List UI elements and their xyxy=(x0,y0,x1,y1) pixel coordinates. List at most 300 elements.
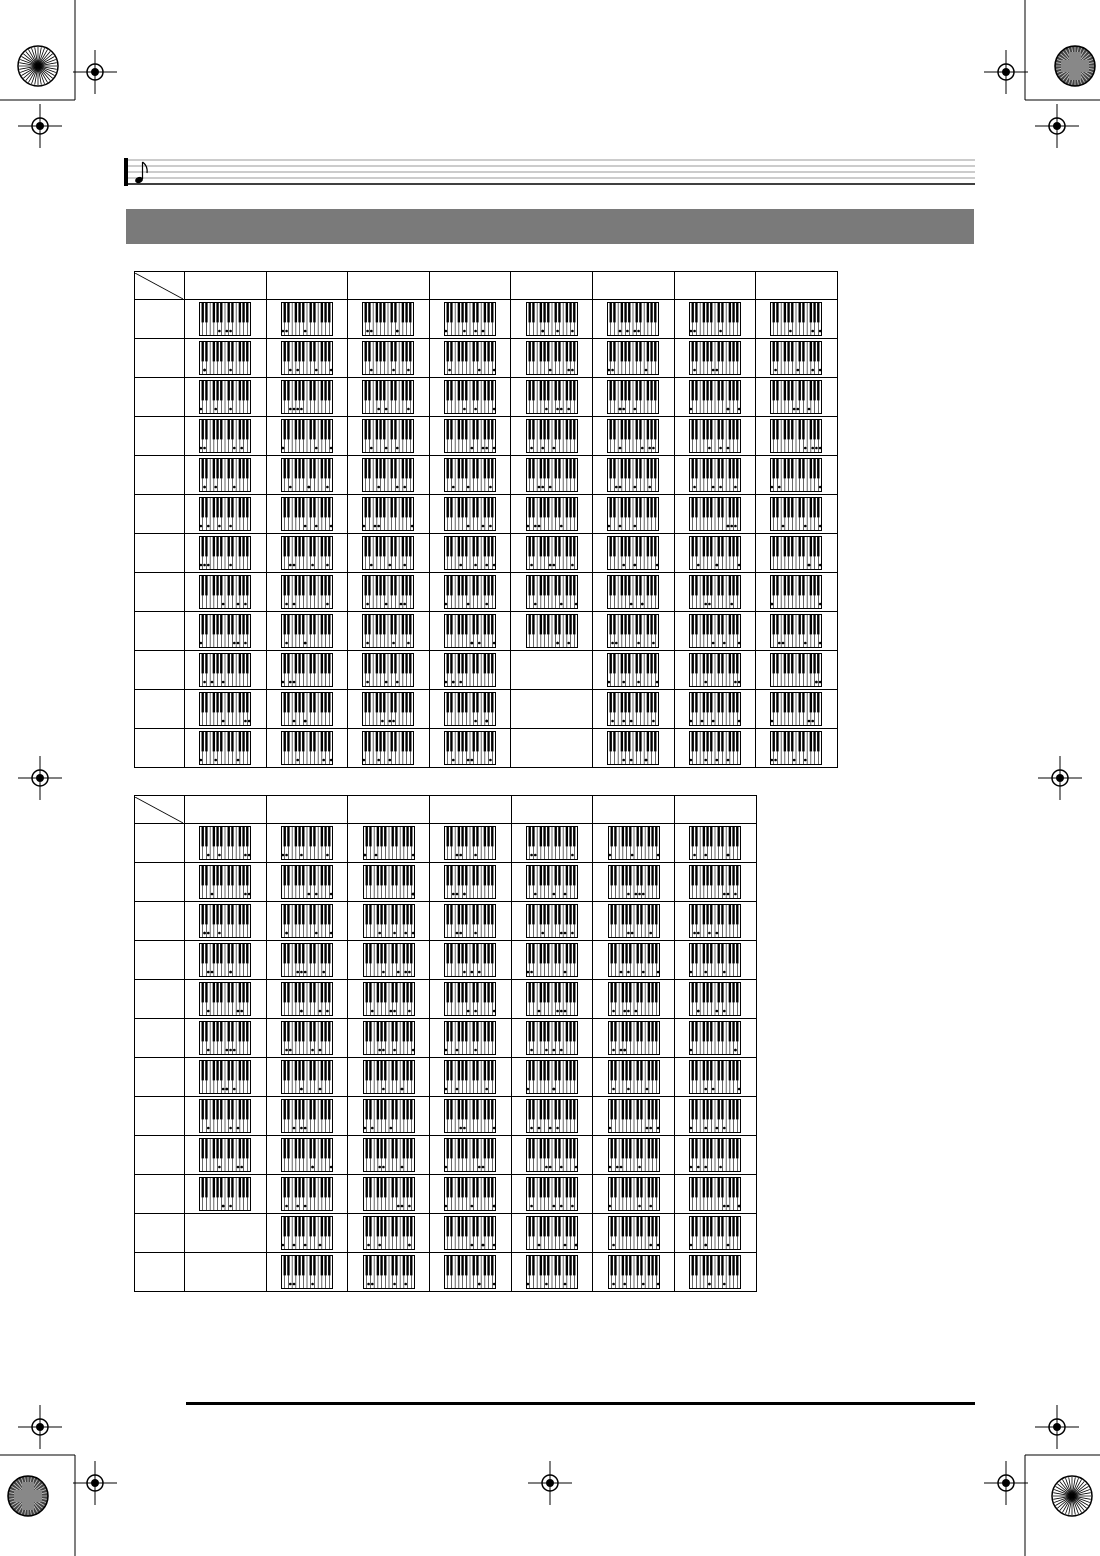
chord-cell xyxy=(266,824,348,863)
chord-cell xyxy=(348,1175,430,1214)
column-header xyxy=(266,272,348,300)
table-row xyxy=(135,573,838,612)
keyboard-diagram-icon xyxy=(363,1021,415,1055)
chord-cell xyxy=(674,417,756,456)
chord-cell xyxy=(266,1097,348,1136)
chord-cell xyxy=(348,980,430,1019)
table-row xyxy=(135,1214,757,1253)
section-band xyxy=(126,209,974,244)
table-row xyxy=(135,1253,757,1292)
keyboard-diagram-icon xyxy=(281,982,333,1016)
keyboard-diagram-icon xyxy=(608,1021,660,1055)
chord-cell xyxy=(266,729,348,768)
row-header xyxy=(135,378,185,417)
table-row xyxy=(135,1175,757,1214)
chord-cell xyxy=(511,863,593,902)
chord-cell xyxy=(185,573,267,612)
chord-cell xyxy=(185,690,267,729)
chord-cell xyxy=(593,1136,675,1175)
table-row xyxy=(135,941,757,980)
keyboard-diagram-icon xyxy=(199,982,251,1016)
keyboard-diagram-icon xyxy=(607,614,659,648)
eighth-note-icon xyxy=(134,162,147,184)
keyboard-diagram-icon xyxy=(689,458,741,492)
chord-cell xyxy=(348,495,430,534)
keyboard-diagram-icon xyxy=(444,1216,496,1250)
keyboard-diagram-icon xyxy=(689,982,741,1016)
column-header xyxy=(348,796,430,824)
chord-cell xyxy=(348,339,430,378)
chord-cell xyxy=(266,378,348,417)
chord-cell xyxy=(266,651,348,690)
keyboard-diagram-icon xyxy=(362,536,414,570)
table-corner-cell xyxy=(135,272,185,300)
keyboard-diagram-icon xyxy=(607,653,659,687)
chord-cell xyxy=(511,980,593,1019)
chord-cell xyxy=(593,1058,675,1097)
chord-cell xyxy=(511,902,593,941)
chord-cell xyxy=(266,573,348,612)
chord-cell xyxy=(266,1253,348,1292)
chord-cell xyxy=(593,863,675,902)
keyboard-diagram-icon xyxy=(608,1099,660,1133)
keyboard-diagram-icon xyxy=(526,380,578,414)
chord-cell xyxy=(348,1214,430,1253)
keyboard-diagram-icon xyxy=(689,1138,741,1172)
chord-cell xyxy=(675,1019,757,1058)
chord-cell xyxy=(185,729,267,768)
row-header xyxy=(135,1058,185,1097)
chord-cell xyxy=(266,1214,348,1253)
chord-cell xyxy=(266,690,348,729)
keyboard-diagram-icon xyxy=(281,419,333,453)
keyboard-diagram-icon xyxy=(362,497,414,531)
keyboard-diagram-icon xyxy=(199,943,251,977)
chord-cell xyxy=(756,573,838,612)
keyboard-diagram-icon xyxy=(444,536,496,570)
chord-cell xyxy=(511,1058,593,1097)
chord-cell xyxy=(593,1097,675,1136)
chord-cell xyxy=(756,300,838,339)
chord-cell xyxy=(266,534,348,573)
keyboard-diagram-icon xyxy=(444,826,496,860)
keyboard-diagram-icon xyxy=(199,536,251,570)
keyboard-diagram-icon xyxy=(689,653,741,687)
keyboard-diagram-icon xyxy=(526,904,578,938)
chord-cell xyxy=(185,417,267,456)
chord-cell xyxy=(511,495,593,534)
keyboard-diagram-icon xyxy=(199,826,251,860)
chord-cell xyxy=(675,863,757,902)
row-header xyxy=(135,417,185,456)
row-header xyxy=(135,729,185,768)
chord-cell xyxy=(592,456,674,495)
chord-cell xyxy=(185,651,267,690)
section-title xyxy=(126,218,136,234)
keyboard-diagram-icon xyxy=(608,1177,660,1211)
keyboard-diagram-icon xyxy=(444,1138,496,1172)
chord-cell xyxy=(429,417,511,456)
keyboard-diagram-icon xyxy=(689,692,741,726)
keyboard-diagram-icon xyxy=(608,982,660,1016)
keyboard-diagram-icon xyxy=(689,1099,741,1133)
keyboard-diagram-icon xyxy=(281,1099,333,1133)
row-header xyxy=(135,1253,185,1292)
row-header xyxy=(135,1175,185,1214)
table-row xyxy=(135,824,757,863)
chord-cell xyxy=(430,1175,512,1214)
keyboard-diagram-icon xyxy=(689,1060,741,1094)
chord-cell xyxy=(429,729,511,768)
keyboard-diagram-icon xyxy=(281,1138,333,1172)
column-header xyxy=(185,796,267,824)
keyboard-diagram-icon xyxy=(526,1138,578,1172)
chord-cell xyxy=(429,378,511,417)
keyboard-diagram-icon xyxy=(281,1177,333,1211)
chord-cell xyxy=(511,1175,593,1214)
chord-cell xyxy=(348,1136,430,1175)
keyboard-diagram-icon xyxy=(689,904,741,938)
chord-cell xyxy=(185,1175,267,1214)
table-row xyxy=(135,1058,757,1097)
column-header xyxy=(674,272,756,300)
keyboard-diagram-icon xyxy=(608,904,660,938)
keyboard-diagram-icon xyxy=(689,1177,741,1211)
row-header xyxy=(135,573,185,612)
column-header xyxy=(429,272,511,300)
keyboard-diagram-icon xyxy=(689,943,741,977)
keyboard-diagram-icon xyxy=(281,1021,333,1055)
chord-cell xyxy=(429,300,511,339)
chord-cell xyxy=(756,534,838,573)
crosshair-target-icon xyxy=(73,1461,117,1505)
keyboard-diagram-icon xyxy=(281,904,333,938)
chord-cell xyxy=(675,824,757,863)
keyboard-diagram-icon xyxy=(444,1177,496,1211)
chord-cell xyxy=(185,941,267,980)
keyboard-diagram-icon xyxy=(363,1060,415,1094)
keyboard-diagram-icon xyxy=(199,731,251,765)
chord-cell xyxy=(756,651,838,690)
table-header-row xyxy=(135,796,757,824)
radial-star-icon xyxy=(8,1476,48,1516)
chord-cell xyxy=(511,941,593,980)
keyboard-diagram-icon xyxy=(362,731,414,765)
keyboard-diagram-icon xyxy=(363,1177,415,1211)
table-row xyxy=(135,690,838,729)
keyboard-diagram-icon xyxy=(770,419,822,453)
chord-cell xyxy=(348,573,430,612)
keyboard-diagram-icon xyxy=(607,380,659,414)
column-header xyxy=(592,272,674,300)
chord-cell xyxy=(430,902,512,941)
keyboard-diagram-icon xyxy=(362,614,414,648)
keyboard-diagram-icon xyxy=(607,497,659,531)
keyboard-diagram-icon xyxy=(608,826,660,860)
keyboard-diagram-icon xyxy=(689,497,741,531)
chord-cell xyxy=(675,1253,757,1292)
chord-cell xyxy=(348,417,430,456)
keyboard-diagram-icon xyxy=(363,1138,415,1172)
keyboard-diagram-icon xyxy=(281,575,333,609)
chord-cell xyxy=(675,941,757,980)
diagonal-divider xyxy=(135,273,183,299)
chord-cell xyxy=(348,612,430,651)
row-header xyxy=(135,824,185,863)
empty-cell xyxy=(511,651,593,690)
chord-cell xyxy=(511,573,593,612)
keyboard-diagram-icon xyxy=(281,302,333,336)
row-header xyxy=(135,1097,185,1136)
column-header xyxy=(266,796,348,824)
table-row xyxy=(135,339,838,378)
keyboard-diagram-icon xyxy=(526,497,578,531)
chord-cell xyxy=(511,417,593,456)
chord-cell xyxy=(675,1175,757,1214)
chord-cell xyxy=(430,1136,512,1175)
keyboard-diagram-icon xyxy=(526,1021,578,1055)
chord-cell xyxy=(348,1253,430,1292)
chord-cell xyxy=(429,534,511,573)
keyboard-diagram-icon xyxy=(689,826,741,860)
keyboard-diagram-icon xyxy=(281,731,333,765)
chord-cell xyxy=(675,1214,757,1253)
keyboard-diagram-icon xyxy=(281,1216,333,1250)
column-header xyxy=(348,272,430,300)
chord-cell xyxy=(348,1097,430,1136)
keyboard-diagram-icon xyxy=(362,653,414,687)
crosshair-target-icon xyxy=(1035,1405,1079,1449)
chord-cell xyxy=(511,1097,593,1136)
keyboard-diagram-icon xyxy=(199,497,251,531)
keyboard-diagram-icon xyxy=(281,536,333,570)
footer-rule xyxy=(186,1402,975,1405)
keyboard-diagram-icon xyxy=(199,575,251,609)
table-corner-cell xyxy=(135,796,185,824)
chord-chart-table-1 xyxy=(134,271,838,768)
chord-cell xyxy=(185,612,267,651)
keyboard-diagram-icon xyxy=(444,1099,496,1133)
keyboard-diagram-icon xyxy=(281,692,333,726)
keyboard-diagram-icon xyxy=(444,1255,496,1289)
crosshair-target-icon xyxy=(18,756,62,800)
keyboard-diagram-icon xyxy=(526,341,578,375)
keyboard-diagram-icon xyxy=(362,458,414,492)
keyboard-diagram-icon xyxy=(281,1060,333,1094)
keyboard-diagram-icon xyxy=(526,865,578,899)
empty-cell xyxy=(185,1253,267,1292)
keyboard-diagram-icon xyxy=(770,380,822,414)
chord-cell xyxy=(430,863,512,902)
chord-cell xyxy=(592,729,674,768)
chord-cell xyxy=(592,339,674,378)
chord-cell xyxy=(266,612,348,651)
keyboard-diagram-icon xyxy=(526,536,578,570)
chord-cell xyxy=(348,300,430,339)
chord-cell xyxy=(348,690,430,729)
chord-cell xyxy=(185,1019,267,1058)
table-row xyxy=(135,300,838,339)
keyboard-diagram-icon xyxy=(199,653,251,687)
keyboard-diagram-icon xyxy=(526,458,578,492)
keyboard-diagram-icon xyxy=(607,731,659,765)
chord-cell xyxy=(593,1019,675,1058)
keyboard-diagram-icon xyxy=(444,1060,496,1094)
row-header xyxy=(135,339,185,378)
keyboard-diagram-icon xyxy=(608,865,660,899)
keyboard-diagram-icon xyxy=(526,1060,578,1094)
keyboard-diagram-icon xyxy=(770,692,822,726)
chord-cell xyxy=(756,417,838,456)
chord-cell xyxy=(266,1019,348,1058)
chord-cell xyxy=(592,378,674,417)
chord-cell xyxy=(430,1097,512,1136)
chord-cell xyxy=(266,339,348,378)
chord-cell xyxy=(756,690,838,729)
keyboard-diagram-icon xyxy=(607,692,659,726)
row-header xyxy=(135,300,185,339)
keyboard-diagram-icon xyxy=(362,341,414,375)
chord-cell xyxy=(675,1136,757,1175)
keyboard-diagram-icon xyxy=(770,614,822,648)
column-header xyxy=(593,796,675,824)
keyboard-diagram-icon xyxy=(363,982,415,1016)
chord-cell xyxy=(429,339,511,378)
row-header xyxy=(135,690,185,729)
keyboard-diagram-icon xyxy=(608,943,660,977)
keyboard-diagram-icon xyxy=(770,302,822,336)
keyboard-diagram-icon xyxy=(363,865,415,899)
chord-cell xyxy=(674,300,756,339)
keyboard-diagram-icon xyxy=(199,1099,251,1133)
keyboard-diagram-icon xyxy=(199,1060,251,1094)
chord-cell xyxy=(266,300,348,339)
crosshair-target-icon xyxy=(528,1461,572,1505)
crosshair-target-icon xyxy=(1038,756,1082,800)
keyboard-diagram-icon xyxy=(607,575,659,609)
keyboard-diagram-icon xyxy=(608,1216,660,1250)
chord-cell xyxy=(674,456,756,495)
chord-cell xyxy=(429,612,511,651)
keyboard-diagram-icon xyxy=(362,419,414,453)
keyboard-diagram-icon xyxy=(281,380,333,414)
table-row xyxy=(135,612,838,651)
chord-cell xyxy=(185,456,267,495)
keyboard-diagram-icon xyxy=(526,1099,578,1133)
chord-cell xyxy=(511,612,593,651)
keyboard-diagram-icon xyxy=(199,458,251,492)
keyboard-diagram-icon xyxy=(689,731,741,765)
chord-cell xyxy=(185,824,267,863)
keyboard-diagram-icon xyxy=(526,575,578,609)
keyboard-diagram-icon xyxy=(362,692,414,726)
chord-cell xyxy=(430,1214,512,1253)
row-header xyxy=(135,902,185,941)
row-header xyxy=(135,456,185,495)
column-header xyxy=(185,272,267,300)
keyboard-diagram-icon xyxy=(607,536,659,570)
table-row xyxy=(135,980,757,1019)
chord-cell xyxy=(266,980,348,1019)
row-header xyxy=(135,1214,185,1253)
chord-cell xyxy=(185,339,267,378)
chord-cell xyxy=(348,941,430,980)
keyboard-diagram-icon xyxy=(444,692,496,726)
keyboard-diagram-icon xyxy=(689,865,741,899)
chord-cell xyxy=(266,1058,348,1097)
column-header xyxy=(675,796,757,824)
chord-cell xyxy=(348,534,430,573)
chord-cell xyxy=(185,863,267,902)
chord-cell xyxy=(429,651,511,690)
chord-cell xyxy=(348,651,430,690)
keyboard-diagram-icon xyxy=(199,865,251,899)
row-header xyxy=(135,1019,185,1058)
row-header xyxy=(135,612,185,651)
keyboard-diagram-icon xyxy=(281,653,333,687)
keyboard-diagram-icon xyxy=(281,1255,333,1289)
keyboard-diagram-icon xyxy=(770,341,822,375)
chord-cell xyxy=(511,456,593,495)
page-header xyxy=(0,0,1100,200)
chord-cell xyxy=(266,495,348,534)
chord-cell xyxy=(756,729,838,768)
crosshair-target-icon xyxy=(18,1405,62,1449)
chord-cell xyxy=(593,1175,675,1214)
row-header xyxy=(135,941,185,980)
chord-cell xyxy=(266,941,348,980)
keyboard-diagram-icon xyxy=(526,614,578,648)
keyboard-diagram-icon xyxy=(444,982,496,1016)
keyboard-diagram-icon xyxy=(689,575,741,609)
keyboard-diagram-icon xyxy=(444,865,496,899)
chord-cell xyxy=(592,651,674,690)
chord-cell xyxy=(266,902,348,941)
keyboard-diagram-icon xyxy=(199,1021,251,1055)
chord-cell xyxy=(185,534,267,573)
chord-cell xyxy=(511,1253,593,1292)
chord-cell xyxy=(266,417,348,456)
keyboard-diagram-icon xyxy=(444,943,496,977)
chord-cell xyxy=(185,980,267,1019)
chord-cell xyxy=(674,495,756,534)
keyboard-diagram-icon xyxy=(444,419,496,453)
diagonal-divider xyxy=(135,797,183,823)
chord-cell xyxy=(266,1175,348,1214)
chord-cell xyxy=(429,495,511,534)
chord-cell xyxy=(430,941,512,980)
keyboard-diagram-icon xyxy=(362,575,414,609)
chord-cell xyxy=(592,495,674,534)
row-header xyxy=(135,534,185,573)
chord-cell xyxy=(674,339,756,378)
chord-cell xyxy=(511,300,593,339)
keyboard-diagram-icon xyxy=(689,302,741,336)
keyboard-diagram-icon xyxy=(199,419,251,453)
chord-cell xyxy=(756,495,838,534)
chord-cell xyxy=(185,902,267,941)
chord-cell xyxy=(348,1058,430,1097)
chord-cell xyxy=(593,902,675,941)
chord-cell xyxy=(511,1019,593,1058)
keyboard-diagram-icon xyxy=(770,497,822,531)
keyboard-diagram-icon xyxy=(281,341,333,375)
chord-cell xyxy=(674,378,756,417)
chord-cell xyxy=(674,651,756,690)
empty-cell xyxy=(511,690,593,729)
row-header xyxy=(135,651,185,690)
chord-cell xyxy=(592,612,674,651)
